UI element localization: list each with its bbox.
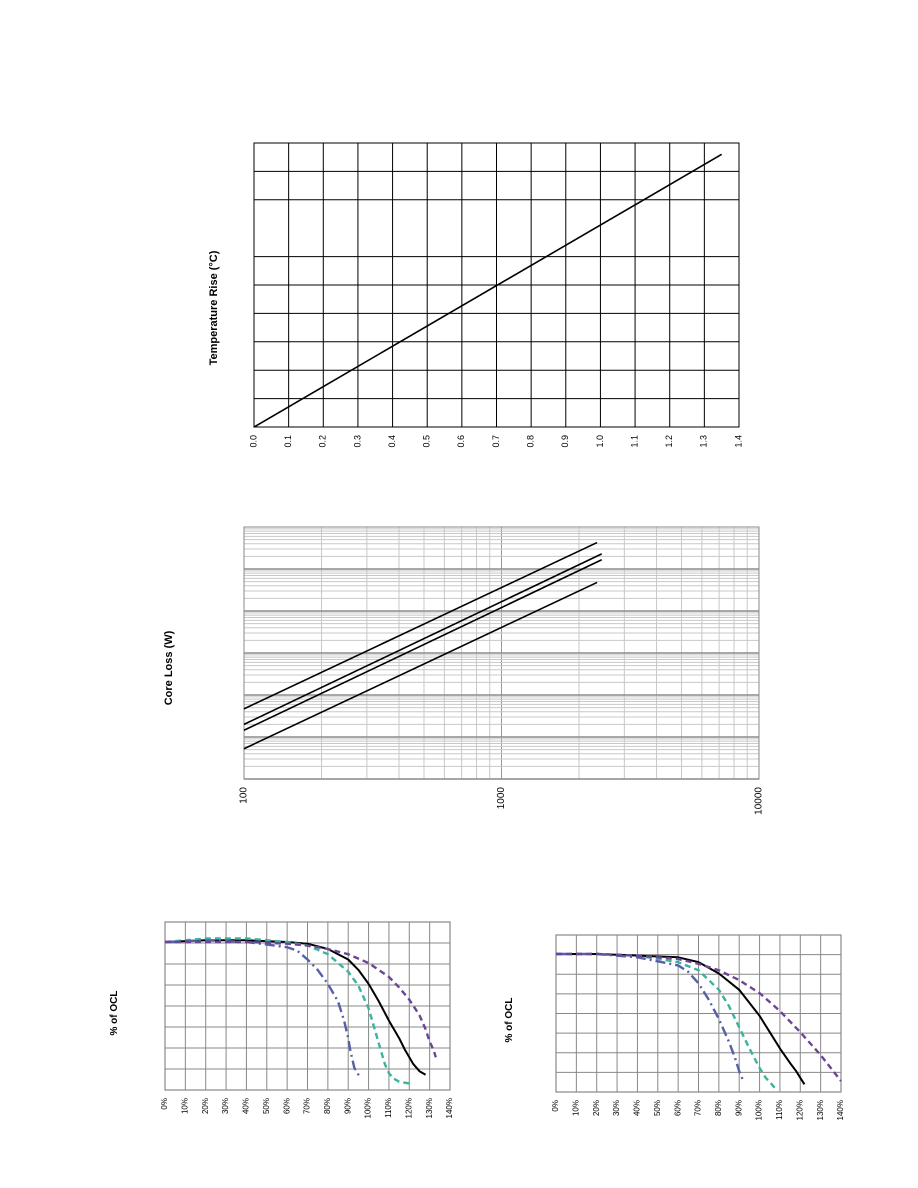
x-tick-label: 0% <box>551 1100 561 1112</box>
x-tick-label: 50% <box>261 1098 271 1115</box>
x-tick-label: 0.1 <box>283 435 294 448</box>
x-tick-label: 0.3 <box>352 435 363 448</box>
x-tick-label: 90% <box>734 1100 744 1117</box>
x-tick-label: 140% <box>836 1100 846 1121</box>
x-tick-label: 100 <box>238 787 250 804</box>
ocl-axis-label-right: % of OCL <box>504 997 515 1043</box>
x-tick-label: 110% <box>775 1100 785 1120</box>
x-tick-label: 80% <box>322 1098 332 1115</box>
x-tick-label: 60% <box>673 1100 683 1117</box>
x-tick-label: 30% <box>221 1098 231 1115</box>
x-tick-label: 130% <box>424 1098 434 1119</box>
ocl-axis-label-left: % of OCL <box>109 990 120 1036</box>
series-line <box>165 940 426 1074</box>
x-tick-label: 1.4 <box>733 435 744 448</box>
x-tick-label: 40% <box>241 1098 251 1115</box>
x-tick-label: 1.3 <box>698 435 709 448</box>
series-line <box>254 154 722 427</box>
x-tick-label: 0% <box>160 1098 170 1110</box>
core-loss-axis-label: Core Loss (W) <box>163 630 175 706</box>
x-tick-label: 40% <box>632 1100 642 1117</box>
series-line <box>556 954 804 1084</box>
x-tick-label: 90% <box>343 1098 353 1115</box>
temperature-rise-chart <box>248 143 743 448</box>
x-tick-label: 1000 <box>496 787 508 810</box>
x-tick-label: 100% <box>363 1098 373 1119</box>
x-tick-label: 0.4 <box>386 435 397 448</box>
ocl-chart-left <box>160 922 454 1118</box>
x-tick-label: 30% <box>612 1100 622 1117</box>
x-tick-label: 120% <box>795 1100 805 1121</box>
x-tick-label: 60% <box>282 1098 292 1115</box>
x-tick-label: 1.2 <box>664 435 675 448</box>
x-tick-label: 10000 <box>753 787 765 815</box>
x-tick-label: 100% <box>754 1100 764 1121</box>
x-tick-label: 0.2 <box>317 435 328 448</box>
x-tick-label: 10% <box>571 1100 581 1117</box>
x-tick-label: 1.0 <box>594 435 605 448</box>
series-line <box>165 940 360 1078</box>
x-tick-label: 0.5 <box>421 435 432 448</box>
x-tick-label: 0.7 <box>490 435 501 448</box>
x-tick-label: 20% <box>200 1098 210 1115</box>
x-tick-label: 0.9 <box>560 435 571 448</box>
ocl-chart-right <box>551 935 845 1120</box>
x-tick-label: 0.8 <box>525 435 536 448</box>
x-tick-label: 130% <box>815 1100 825 1121</box>
series-line <box>556 954 743 1081</box>
series-line <box>244 543 597 709</box>
x-tick-label: 110% <box>384 1098 394 1118</box>
temperature-rise-axis-label: Temperature Rise (°C) <box>208 250 220 366</box>
x-tick-label: 50% <box>652 1100 662 1117</box>
x-tick-label: 1.1 <box>629 435 640 448</box>
x-tick-label: 140% <box>445 1098 455 1119</box>
x-tick-label: 70% <box>693 1100 703 1117</box>
x-tick-label: 120% <box>404 1098 414 1119</box>
x-tick-label: 20% <box>591 1100 601 1117</box>
core-loss-chart <box>239 527 765 815</box>
x-tick-label: 10% <box>180 1098 190 1115</box>
x-tick-label: 0.6 <box>456 435 467 448</box>
x-tick-label: 0.0 <box>248 435 259 448</box>
x-tick-label: 70% <box>302 1098 312 1115</box>
x-tick-label: 80% <box>713 1100 723 1117</box>
